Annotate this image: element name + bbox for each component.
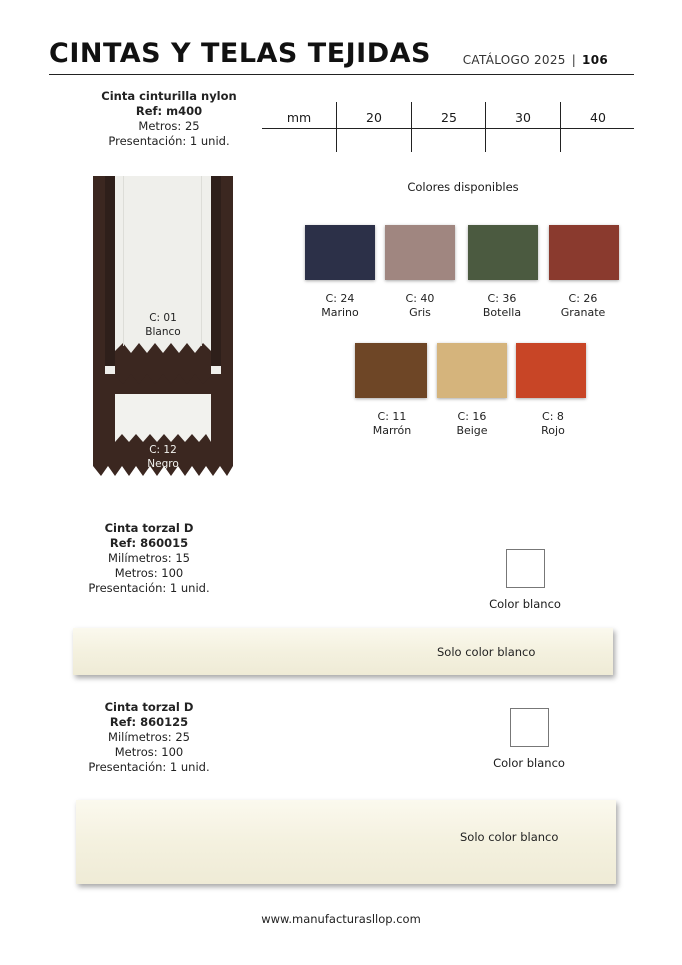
product3-metros: Metros: 100 [114,745,184,759]
color-swatch-gris [385,225,455,280]
product3-presentacion: Presentación: 1 unid. [88,760,210,774]
catalog-info [463,53,608,67]
product3-ref: Ref: 860125 [109,715,189,729]
product2-presentacion: Presentación: 1 unid. [88,581,210,595]
color-name: Granate [560,306,606,319]
color-swatch-marino [305,225,375,280]
size-table-header: mm [286,110,312,125]
color-name: Marrón [372,424,412,437]
size-cell: 20 [366,110,382,125]
product2-info [69,521,229,596]
catalog-label: CATÁLOGO 2025 [462,53,566,67]
product3-color-swatch [510,708,549,747]
color-code: C: 26 [568,292,598,305]
product3-name: Cinta torzal D [104,700,194,714]
color-swatch-granate [549,225,619,280]
color-code: C: 11 [377,410,407,423]
ribbon-label-negro [123,443,203,471]
product2-tape-label: Solo color blanco [437,645,536,659]
color-swatch-marron [355,343,427,398]
product2-milimetros: Milímetros: 15 [108,551,190,565]
product1-metros: Metros: 25 [138,119,200,133]
product1-presentacion: Presentación: 1 unid. [108,134,230,148]
product1-name: Cinta cinturilla nylon [101,89,237,103]
product3-milimetros: Milímetros: 25 [108,730,190,744]
color-name: Rojo [541,424,565,437]
color-code: C: 40 [405,292,435,305]
color-label [347,410,437,438]
color-swatch-rojo [516,343,586,398]
ribbon-negro-name: Negro [147,458,179,470]
size-table [262,102,634,152]
product3-color-label: Color blanco [493,756,565,770]
color-label [375,292,465,320]
color-label [427,410,517,438]
color-name: Botella [482,306,522,319]
color-name: Beige [456,424,488,437]
catalog-separator: | [571,53,577,67]
color-code: C: 24 [325,292,355,305]
size-cell: 30 [515,110,531,125]
product1-info [84,89,254,149]
color-name: Gris [409,306,431,319]
color-code: C: 36 [487,292,517,305]
product2-color-label: Color blanco [489,597,561,611]
color-code: C: 8 [542,410,564,423]
product2-ref: Ref: 860015 [109,536,189,550]
size-cell: 40 [590,110,606,125]
colors-title: Colores disponibles [407,180,519,194]
color-swatch-botella [468,225,538,280]
product2-name: Cinta torzal D [104,521,194,535]
footer-url: www.manufacturasllop.com [261,912,421,926]
ribbon-blanco-name: Blanco [145,326,181,338]
product3-info [69,700,229,775]
ribbon-negro-code: C: 12 [149,444,177,456]
ribbon-blanco-code: C: 01 [149,312,177,324]
page-number: 106 [582,53,608,67]
color-label [295,292,385,320]
color-label [508,410,598,438]
size-cell: 25 [441,110,457,125]
color-name: Marino [321,306,359,319]
product3-tape-label: Solo color blanco [460,830,559,844]
header-divider [49,74,634,75]
product1-ref: Ref: m400 [135,104,203,118]
size-table-rule [262,128,634,129]
color-swatch-beige [437,343,507,398]
color-label [457,292,547,320]
product2-color-swatch [506,549,545,588]
color-code: C: 16 [457,410,487,423]
product2-metros: Metros: 100 [114,566,184,580]
page-title: CINTAS Y TELAS TEJIDAS [49,38,431,69]
color-label [538,292,628,320]
ribbon-label-blanco [123,311,203,339]
